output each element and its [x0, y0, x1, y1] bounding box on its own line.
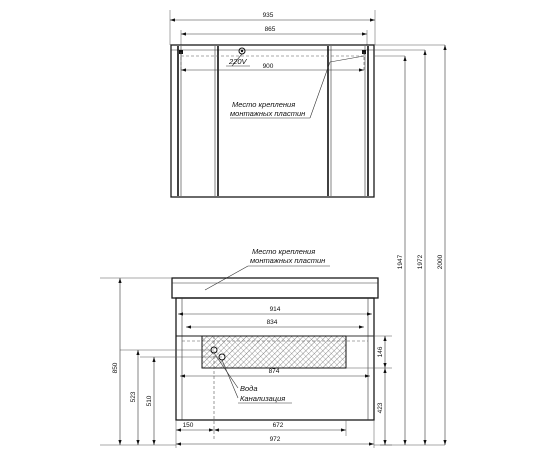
- dim-1947: 1947: [397, 254, 404, 270]
- dim-900: 900: [262, 63, 274, 70]
- dim-834: 834: [266, 319, 278, 326]
- dim-972: 972: [269, 436, 281, 443]
- dim-423: 423: [377, 402, 384, 414]
- dim-150: 150: [182, 422, 194, 429]
- dim-523: 523: [130, 391, 137, 403]
- dim-935: 935: [262, 12, 274, 19]
- dim-146: 146: [377, 346, 384, 358]
- base-mount-label-line2: монтажных пластин: [250, 256, 326, 265]
- dim-672: 672: [272, 422, 284, 429]
- water-label: Вода: [240, 384, 258, 393]
- top-cabinet-view: [170, 10, 375, 197]
- sewer-label: Канализация: [240, 394, 286, 403]
- dim-865: 865: [264, 26, 276, 33]
- dim-850: 850: [112, 362, 119, 374]
- dim-510: 510: [146, 395, 153, 407]
- base-mount-label-line1: Место крепления: [252, 247, 316, 256]
- dim-1972: 1972: [417, 254, 424, 270]
- base-cabinet-view: [100, 247, 392, 448]
- dim-914: 914: [269, 306, 281, 313]
- power-label: 220V: [229, 57, 247, 66]
- dim-874: 874: [268, 368, 280, 375]
- top-mount-label-line2: монтажных пластин: [230, 109, 306, 118]
- dim-2000: 2000: [437, 254, 444, 270]
- top-mount-label-line1: Место крепления: [232, 100, 296, 109]
